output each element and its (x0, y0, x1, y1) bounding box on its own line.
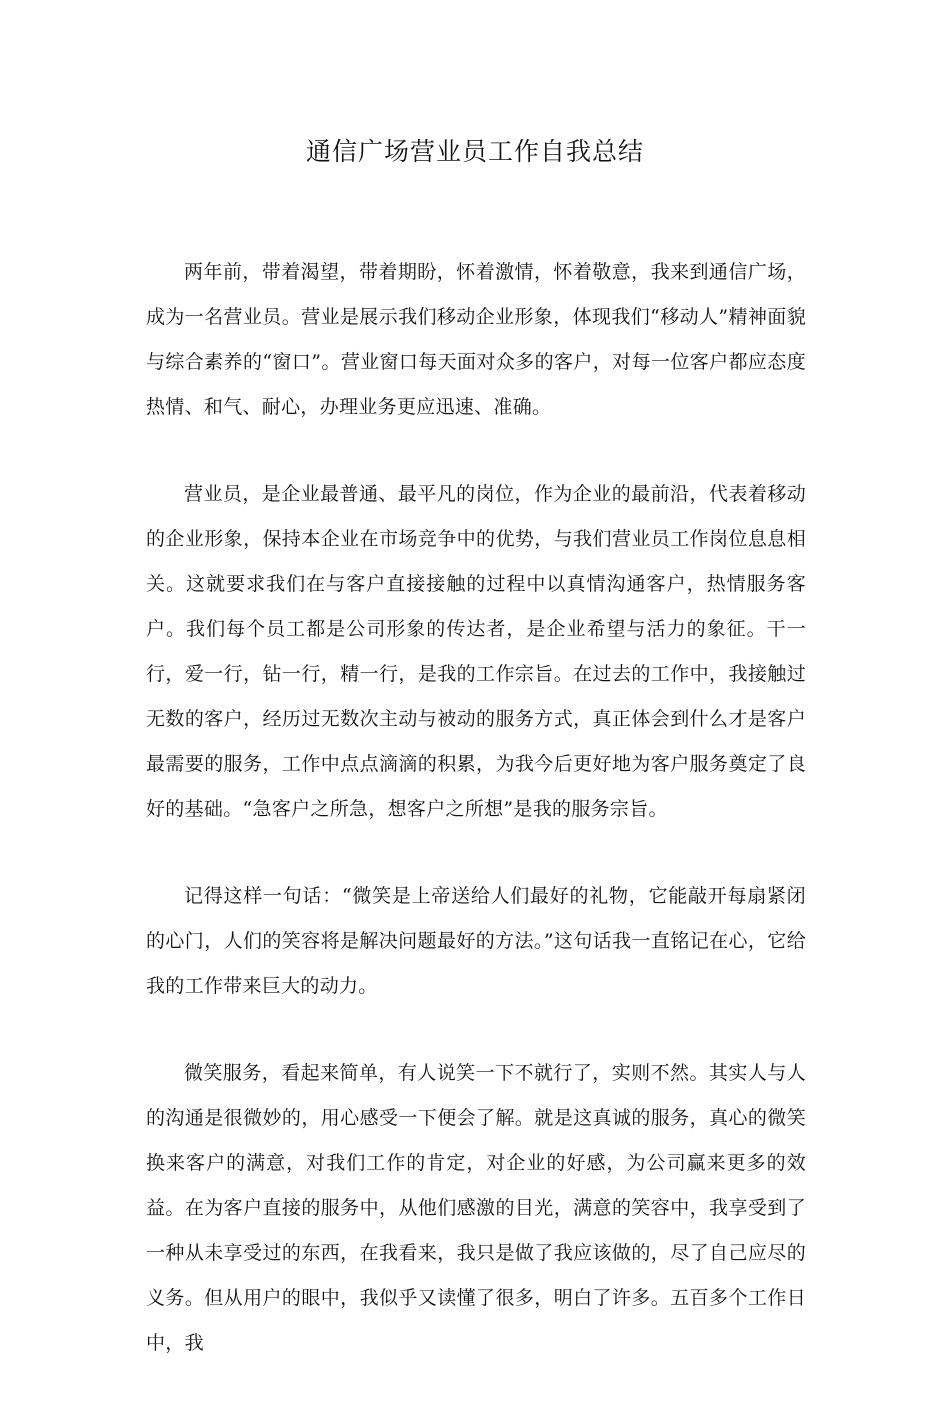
paragraph-3: 记得这样一句话：“微笑是上帝送给人们最好的礼物，它能敲开每扇紧闭的心门，人们的笑容将是解决问题最好的方法。”这句话我一直铭记在心，它给我的工作带来巨大的动力。 (146, 885, 806, 997)
document-title: 通信广场营业员工作自我总结 (305, 137, 644, 166)
paragraph-4: 微笑服务，看起来简单，有人说笑一下不就行了，实则不然。其实人与人的沟通是很微妙的，用心感受一下便会了解。就是这真诚的服务，真心的微笑换来客户的满意，对我们工作的肯定，对企业的好感，为公司赢来更多的效益。在为客户直接的服务中，从他们感激的目光，满意的笑容中，我享受到了一种从未享受过的东西，在我看来，我只是做了我应该做的，尽了自己应尽的义务。但从用户的眼中，我似乎又读懂了很多，明白了许多。五百多个工作日中，我 (146, 1062, 806, 1354)
paragraph-1: 两年前，带着渴望，带着期盼，怀着激情，怀着敬意，我来到通信广场，成为一名营业员。营业是展示我们移动企业形象，体现我们“移动人”精神面貌与综合素养的“窗口”。营业窗口每天面对众多的客户，对每一位客户都应态度热情、和气、耐心，办理业务更应迅速、准确。 (146, 261, 806, 418)
paragraph-2: 营业员，是企业最普通、最平凡的岗位，作为企业的最前沿，代表着移动的企业形象，保持本企业在市场竞争中的优势，与我们营业员工作岗位息息相关。这就要求我们在与客户直接接触的过程中以真情沟通客户，热情服务客户。我们每个员工都是公司形象的传达者，是企业希望与活力的象征。干一行，爱一行，钻一行，精一行，是我的工作宗旨。在过去的工作中，我接触过无数的客户，经历过无数次主动与被动的服务方式，真正体会到什么才是客户最需要的服务，工作中点点滴滴的积累，为我今后更好地为客户服务奠定了良好的基础。“急客户之所急，想客户之所想”是我的服务宗旨。 (146, 483, 806, 820)
document-body (146, 250, 806, 1408)
